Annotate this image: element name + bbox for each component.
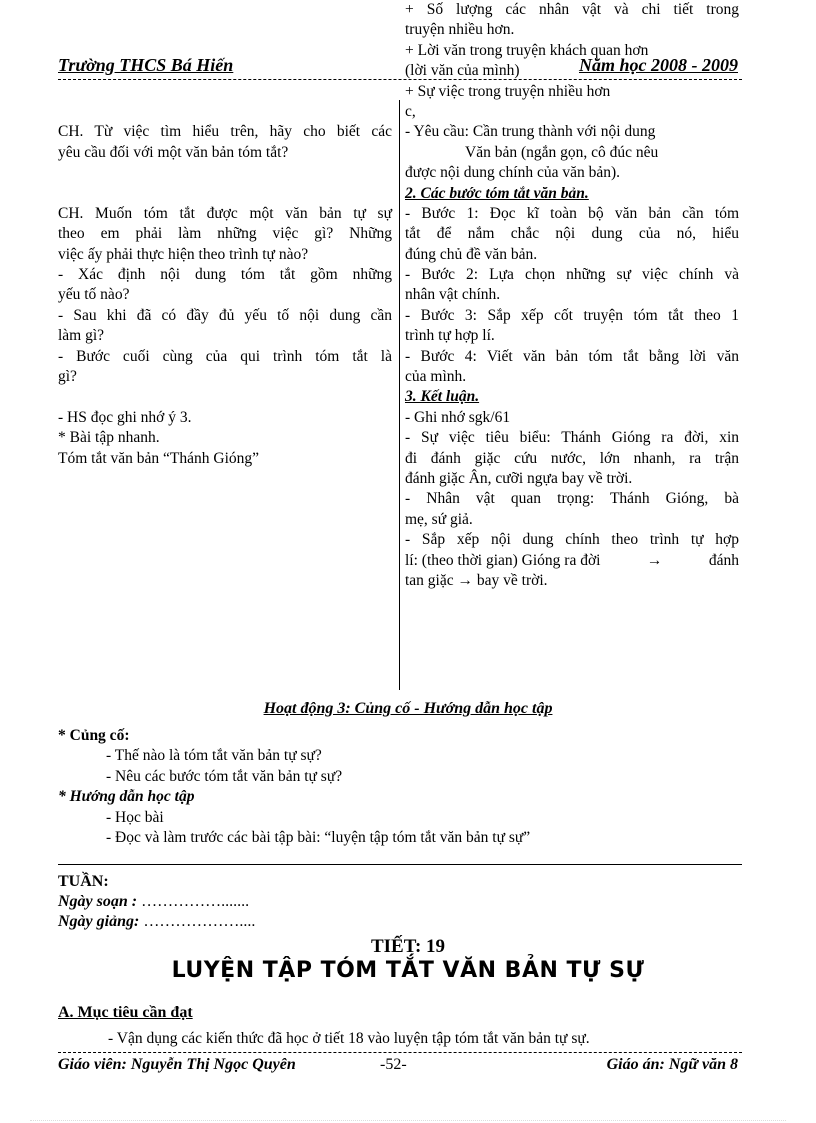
page-edge-dots (30, 1120, 786, 1121)
lesson-title: LUYỆN TẬP TÓM TẮT VĂN BẢN TỰ SỰ (171, 958, 645, 983)
left-line: làm gì? (58, 327, 105, 345)
left-line: - Xác định nội dung tóm tắt gồm những (58, 266, 392, 284)
school-name: Trường THCS Bá Hiến (58, 55, 234, 75)
guidance-item: - Học bài (106, 808, 164, 826)
left-line (58, 82, 392, 102)
right-line: Văn bản (ngắn gọn, cô đúc nêu (465, 143, 659, 161)
left-line: - Bước cuối cùng của qui trình tóm tắt là (58, 347, 392, 365)
left-line: - Sau khi đã có đầy đủ yếu tố nội dung cần (58, 306, 392, 324)
guidance-heading: * Hướng dẫn học tập (58, 788, 195, 806)
left-line: Tóm tắt văn bản “Thánh Gióng” (58, 449, 260, 467)
right-line: + Sự việc trong truyện nhiều hơn (405, 82, 611, 100)
right-line: nhân vật chính. (405, 286, 501, 304)
right-line: trình tự hợp lí. (405, 327, 495, 345)
left-line: theo em phải làm những việc gì? Những (58, 225, 392, 243)
prep-date-line (58, 892, 255, 912)
left-line: việc ấy phải thực hiện theo trình tự nào? (58, 245, 309, 263)
lesson-number: TIẾT: 19 (370, 936, 446, 957)
section-heading-steps: 2. Các bước tóm tắt văn bản. (405, 184, 589, 202)
left-line (58, 61, 392, 81)
left-line (58, 0, 392, 20)
column-divider (399, 100, 400, 690)
right-line: + Lời văn trong truyện khách quan hơn (405, 41, 649, 59)
left-line (58, 102, 392, 122)
right-line: đúng chủ đề văn bản. (405, 245, 538, 263)
week-label: TUẦN: (58, 873, 109, 890)
left-line: * Bài tập nhanh. (58, 429, 160, 447)
objective-heading: A. Mục tiêu cần đạt (58, 1004, 193, 1021)
right-line-text: bay về trời. (476, 571, 548, 589)
section-divider (58, 864, 742, 865)
consolidation-heading: * Củng cố: (58, 727, 130, 744)
right-line-text: tan giặc (405, 571, 454, 589)
guidance-item: - Đọc và làm trước các bài tập bài: “luyện tập tóm tắt văn bản tự sự” (106, 829, 531, 847)
left-line: yêu cầu đối với một văn bản tóm tắt? (58, 143, 289, 161)
right-line: c, (405, 102, 416, 120)
right-line: - Sắp xếp nội dung chính theo trình tự hợp (405, 531, 739, 549)
left-line: gì? (58, 368, 77, 386)
right-line: + Số lượng các nhân vật và chi tiết trong (405, 1, 739, 18)
right-line-with-arrow (405, 551, 739, 571)
right-line: của mình. (405, 368, 467, 386)
right-line: tắt để nắm chắc nội dung của nó, hiểu (405, 225, 739, 243)
activity-heading: Hoạt động 3: Củng cố - Hướng dẫn học tập (263, 700, 553, 717)
right-line: - Ghi nhớ sgk/61 (405, 408, 511, 426)
footer-teacher: Giáo viên: Nguyễn Thị Ngọc Quyên (58, 1056, 296, 1073)
right-column (405, 0, 739, 591)
right-line: (lời văn của mình) (405, 62, 520, 80)
footer-subject: Giáo án: Ngữ văn 8 (606, 1056, 738, 1073)
right-line-text: đánh (708, 551, 739, 569)
page-number: -52- (380, 1056, 407, 1073)
arrow-icon: → (457, 571, 477, 589)
right-line: - Bước 2: Lựa chọn những sự việc chính và (405, 266, 739, 284)
right-line: - Bước 3: Sắp xếp cốt truyện tóm tắt theo 1 (405, 306, 739, 324)
teach-date-label: Ngày giảng: (58, 913, 140, 930)
prep-date-label: Ngày soạn : (58, 893, 138, 910)
right-line: - Nhân vật quan trọng: Thánh Gióng, bà (405, 490, 739, 508)
right-line-with-arrow (405, 571, 739, 591)
school-year: Năm học 2008 - 2009 (579, 55, 738, 75)
left-line: CH. Muốn tóm tắt được một văn bản tự sự (58, 204, 392, 222)
left-line (58, 41, 392, 61)
objective-line: - Vận dụng các kiến thức đã học ở tiết 18 vào luyện tập tóm tắt văn bản tự sự. (108, 1030, 590, 1047)
right-line: mẹ, sứ giả. (405, 510, 473, 528)
left-line (58, 184, 392, 204)
right-line: - Yêu cầu: Cần trung thành với nội dung (405, 123, 656, 141)
left-line: yếu tố nào? (58, 286, 130, 304)
prep-date-dots: ……………....... (141, 893, 250, 910)
consolidation-item: - Thế nào là tóm tắt văn bản tự sự? (106, 747, 322, 765)
left-column (58, 0, 392, 469)
left-line (58, 387, 392, 407)
arrow-icon: → (646, 551, 663, 569)
right-line: - Bước 4: Viết văn bản tóm tắt bằng lời văn (405, 347, 739, 365)
right-line: - Bước 1: Đọc kĩ toàn bộ văn bản cần tóm (405, 204, 739, 222)
left-line (58, 163, 392, 183)
teach-date-line (58, 912, 255, 932)
week-block (58, 872, 255, 932)
footer-rule (58, 1052, 742, 1053)
teach-date-dots: ……………….... (143, 913, 256, 930)
right-line: đi đánh giặc cứu nước, lớn nhanh, ra trận (405, 449, 739, 467)
right-line: được nội dung chính của văn bản). (405, 164, 621, 182)
right-line: truyện nhiều hơn. (405, 21, 515, 39)
section-heading-conclusion: 3. Kết luận. (405, 388, 480, 406)
right-line: - Sự việc tiêu biểu: Thánh Gióng ra đời, xin (405, 429, 739, 447)
left-line: CH. Từ việc tìm hiểu trên, hãy cho biết các (58, 123, 392, 141)
consolidation-item: - Nêu các bước tóm tắt văn bản tự sự? (106, 767, 343, 785)
left-line: - HS đọc ghi nhớ ý 3. (58, 408, 192, 426)
left-line (58, 20, 392, 40)
right-line: đánh giặc Ân, cưỡi ngựa bay về trời. (405, 469, 633, 487)
consolidation-section (58, 726, 530, 848)
right-line-text: lí: (theo thời gian) Gióng ra đời (405, 551, 601, 569)
